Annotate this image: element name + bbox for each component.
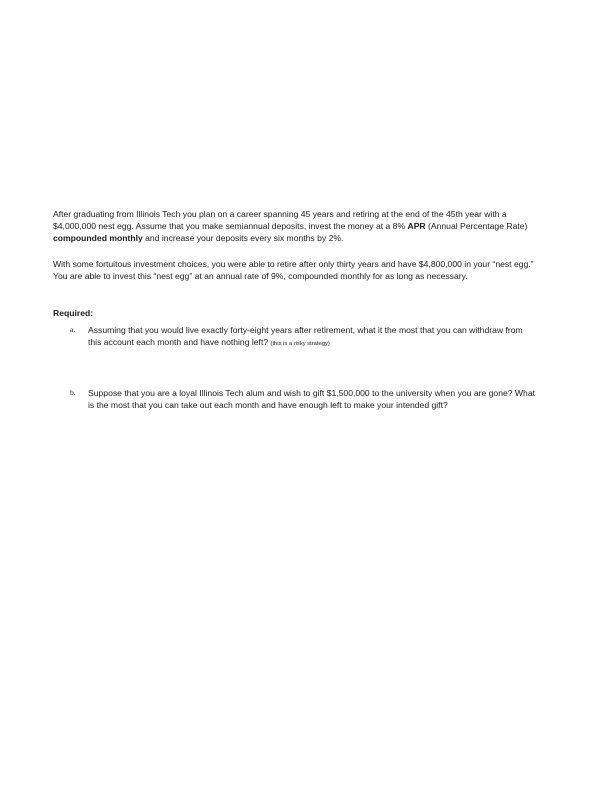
required-heading: Required: (53, 308, 94, 318)
question-a-text: Assuming that you would live exactly forty-eight years after retirement, what it the most that you can withdraw from this account each month and have nothing left? (88, 325, 523, 348)
scenario-paragraph: With some fortuitous investment choices, you were able to retire after only thirty years and have $4,800,000 in your “nest egg.” You are able to invest this “nest egg” at an annual rate of 9%, compounded monthly for as long as necessary. (53, 259, 534, 282)
compounded-monthly-term: compounded monthly (53, 233, 143, 244)
list-marker: b. (70, 388, 76, 397)
intro-text-b: (Annual Percentage Rate) (425, 221, 528, 232)
intro-paragraph (53, 208, 548, 245)
risk-note: (this is a risky strategy) (270, 341, 330, 348)
intro-text-a: After graduating from Illinois Tech you plan on a career spanning 45 years and retiring at the end of the 45th year with a $4,000,000 nest egg. Assume that you make semiannual deposits, invest the money at a 8% (53, 209, 507, 232)
list-marker: a. (70, 325, 76, 334)
intro-text-c: and increase your deposits every six months by 2%. (142, 233, 344, 244)
question-text (88, 324, 536, 350)
question-b-text: Suppose that you are a loyal Illinois Tech alum and wish to gift $1,500,000 to the university when you are gone? What is the most that you can take out each month and have enough left to make your intended gift? (88, 388, 535, 411)
apr-term: APR (407, 221, 426, 232)
